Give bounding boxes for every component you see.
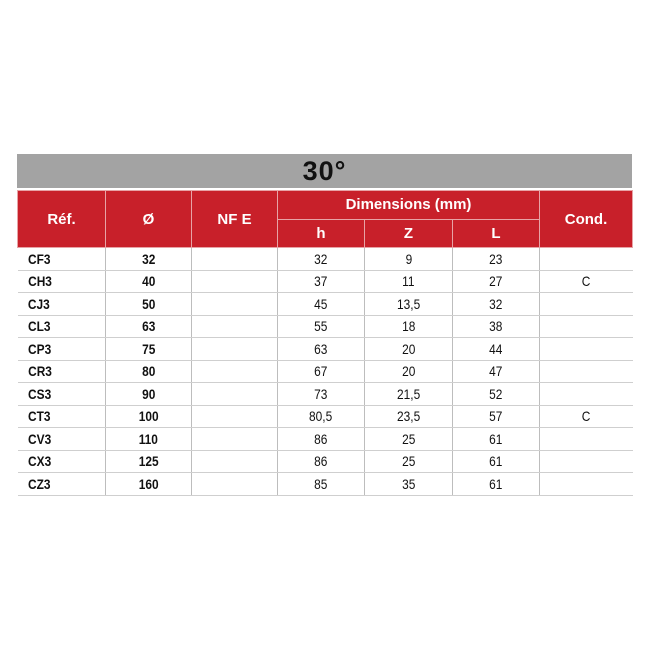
cell-z [365, 270, 453, 293]
table-row [18, 360, 633, 383]
cell-l-text: 61 [489, 430, 503, 447]
cell-z [365, 383, 453, 406]
header-dimensions: Dimensions (mm) [278, 191, 540, 220]
cell-l-text: 61 [489, 475, 503, 492]
cell-l-text: 32 [489, 295, 503, 312]
cell-cond [540, 360, 633, 383]
cell-ref [18, 338, 106, 361]
dimensions-table [17, 190, 633, 496]
table-body [18, 248, 633, 496]
cell-ref-text: CV3 [27, 430, 51, 447]
cell-h [278, 383, 365, 406]
cell-nfe [192, 293, 278, 316]
table-row [18, 428, 633, 451]
cell-h-text: 55 [314, 318, 328, 335]
cell-diameter-text: 125 [138, 453, 159, 470]
header-nfe: NF E [192, 191, 278, 248]
cell-h-text: 80,5 [309, 408, 333, 425]
cell-ref-text: CJ3 [27, 295, 50, 312]
cell-ref-text: CL3 [27, 318, 50, 335]
cell-nfe [192, 473, 278, 496]
cell-l [453, 270, 540, 293]
product-table-panel [17, 154, 632, 496]
cell-cond-text: C [581, 408, 591, 425]
cell-l [453, 450, 540, 473]
cell-z [365, 315, 453, 338]
cell-cond [540, 473, 633, 496]
cell-l [453, 383, 540, 406]
cell-cond [540, 315, 633, 338]
cell-l-text: 38 [489, 318, 503, 335]
cell-h-text: 85 [314, 475, 328, 492]
cell-z [365, 473, 453, 496]
cell-z-text: 18 [401, 318, 416, 335]
cell-ref-text: CZ3 [27, 475, 50, 492]
cell-diameter [106, 248, 192, 271]
cell-h [278, 338, 365, 361]
cell-diameter-text: 110 [138, 430, 159, 447]
cell-z [365, 428, 453, 451]
cell-ref [18, 270, 106, 293]
cell-nfe [192, 450, 278, 473]
cell-l [453, 428, 540, 451]
cell-h [278, 405, 365, 428]
cell-cond [540, 405, 633, 428]
cell-h-text: 37 [314, 273, 328, 290]
cell-diameter-text: 80 [141, 363, 156, 380]
cell-ref-text: CF3 [27, 250, 50, 267]
cell-l [453, 338, 540, 361]
cell-z-text: 25 [401, 453, 416, 470]
cell-diameter [106, 450, 192, 473]
cell-nfe [192, 315, 278, 338]
cell-l-text: 23 [489, 250, 503, 267]
cell-diameter-text: 90 [141, 385, 156, 402]
cell-diameter [106, 428, 192, 451]
cell-ref [18, 473, 106, 496]
cell-h [278, 248, 365, 271]
cell-l [453, 315, 540, 338]
cell-z-text: 35 [401, 475, 416, 492]
cell-h-text: 86 [314, 430, 328, 447]
cell-z-text: 21,5 [396, 385, 421, 402]
cell-cond-text: C [581, 273, 591, 290]
cell-z-text: 9 [405, 250, 412, 267]
cell-ref-text: CH3 [27, 273, 52, 290]
cell-diameter [106, 338, 192, 361]
cell-diameter [106, 293, 192, 316]
cell-ref-text: CX3 [27, 453, 51, 470]
cell-ref [18, 405, 106, 428]
cell-l [453, 405, 540, 428]
cell-nfe [192, 248, 278, 271]
cell-l [453, 293, 540, 316]
table-row [18, 450, 633, 473]
cell-cond [540, 338, 633, 361]
table-row [18, 270, 633, 293]
cell-h-text: 73 [314, 385, 328, 402]
header-h: h [278, 219, 365, 248]
cell-ref-text: CP3 [27, 340, 51, 357]
cell-diameter [106, 405, 192, 428]
cell-h-text: 45 [314, 295, 328, 312]
cell-h [278, 270, 365, 293]
cell-cond [540, 293, 633, 316]
header-cond: Cond. [540, 191, 633, 248]
cell-nfe [192, 383, 278, 406]
cell-ref-text: CR3 [27, 363, 52, 380]
cell-diameter [106, 383, 192, 406]
cell-ref [18, 383, 106, 406]
cell-z [365, 338, 453, 361]
cell-l-text: 44 [489, 340, 503, 357]
cell-l-text: 57 [489, 408, 503, 425]
cell-ref [18, 293, 106, 316]
cell-z [365, 360, 453, 383]
cell-z-text: 20 [401, 363, 416, 380]
cell-l-text: 27 [489, 273, 503, 290]
cell-diameter-text: 100 [138, 408, 159, 425]
cell-h-text: 63 [314, 340, 328, 357]
cell-z-text: 25 [401, 430, 416, 447]
table-row [18, 473, 633, 496]
cell-l-text: 61 [489, 453, 503, 470]
cell-h [278, 450, 365, 473]
cell-l [453, 248, 540, 271]
cell-ref [18, 360, 106, 383]
cell-cond [540, 428, 633, 451]
cell-diameter-text: 40 [141, 273, 156, 290]
cell-z-text: 11 [402, 273, 415, 290]
cell-h [278, 315, 365, 338]
cell-diameter-text: 63 [141, 318, 156, 335]
cell-diameter-text: 32 [141, 250, 156, 267]
cell-nfe [192, 428, 278, 451]
cell-z-text: 13,5 [396, 295, 421, 312]
cell-ref [18, 450, 106, 473]
cell-diameter [106, 315, 192, 338]
cell-cond [540, 383, 633, 406]
cell-l-text: 47 [489, 363, 503, 380]
cell-diameter [106, 270, 192, 293]
cell-h [278, 473, 365, 496]
cell-diameter-text: 160 [138, 475, 159, 492]
cell-z-text: 23,5 [396, 408, 421, 425]
cell-z-text: 20 [401, 340, 416, 357]
cell-h [278, 293, 365, 316]
cell-l-text: 52 [489, 385, 503, 402]
cell-diameter-text: 75 [141, 340, 156, 357]
cell-cond [540, 248, 633, 271]
table-title-bar [17, 154, 632, 190]
cell-nfe [192, 270, 278, 293]
cell-cond [540, 270, 633, 293]
table-title: 30° [302, 155, 347, 186]
cell-h-text: 32 [314, 250, 328, 267]
cell-ref [18, 248, 106, 271]
header-ref: Réf. [18, 191, 106, 248]
cell-z [365, 450, 453, 473]
cell-cond [540, 450, 633, 473]
table-row [18, 338, 633, 361]
cell-diameter [106, 360, 192, 383]
table-header [18, 191, 633, 248]
table-row [18, 315, 633, 338]
table-row [18, 383, 633, 406]
cell-nfe [192, 405, 278, 428]
table-row [18, 248, 633, 271]
cell-z [365, 293, 453, 316]
cell-h [278, 428, 365, 451]
cell-h-text: 67 [314, 363, 328, 380]
cell-l [453, 360, 540, 383]
cell-l [453, 473, 540, 496]
cell-z [365, 405, 453, 428]
cell-h-text: 86 [314, 453, 328, 470]
cell-ref [18, 428, 106, 451]
cell-diameter-text: 50 [141, 295, 156, 312]
cell-ref-text: CT3 [27, 408, 50, 425]
header-diameter: Ø [106, 191, 192, 248]
header-l: L [453, 219, 540, 248]
cell-nfe [192, 360, 278, 383]
table-row [18, 405, 633, 428]
cell-z [365, 248, 453, 271]
table-row [18, 293, 633, 316]
cell-ref [18, 315, 106, 338]
cell-ref-text: CS3 [27, 385, 51, 402]
cell-diameter [106, 473, 192, 496]
cell-nfe [192, 338, 278, 361]
header-z: Z [365, 219, 453, 248]
cell-h [278, 360, 365, 383]
